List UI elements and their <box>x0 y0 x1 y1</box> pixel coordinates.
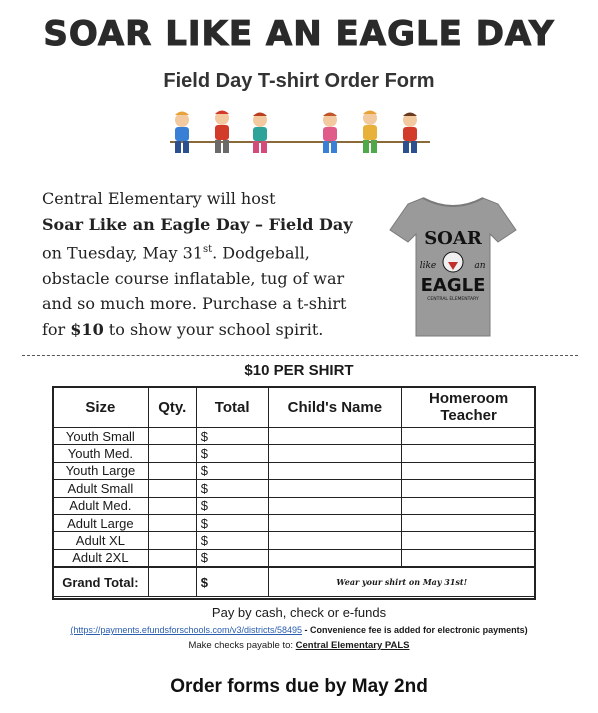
kid-figure <box>175 112 189 154</box>
column-header-total: Total <box>196 387 268 428</box>
grand-total-value: $ <box>196 567 268 597</box>
qty-cell[interactable] <box>148 549 196 567</box>
dashed-divider <box>22 355 578 356</box>
grand-total-label: Grand Total: <box>53 567 149 597</box>
convenience-fee-note: - Convenience fee is added for electronic payments) <box>302 625 528 635</box>
price-banner: $10 PER SHIRT <box>244 362 354 379</box>
intro-line: obstacle course inflatable, tug of war <box>42 268 345 288</box>
child-name-cell[interactable] <box>268 428 402 445</box>
qty-cell[interactable] <box>148 445 196 462</box>
order-table <box>52 386 536 597</box>
homeroom-cell[interactable] <box>402 462 536 479</box>
grand-total-qty-cell[interactable] <box>148 567 196 597</box>
qty-cell[interactable] <box>148 514 196 531</box>
kid-figure <box>323 113 337 154</box>
kid-figure <box>363 111 377 154</box>
page-title: SOAR LIKE AN EAGLE DAY <box>43 14 555 54</box>
table-row: Youth Large $ <box>53 462 536 479</box>
svg-text:EAGLE: EAGLE <box>420 275 486 296</box>
qty-cell[interactable] <box>148 497 196 514</box>
homeroom-cell[interactable] <box>402 532 536 549</box>
child-name-cell[interactable] <box>268 445 402 462</box>
column-header-qty: Qty. <box>148 387 196 428</box>
event-date-line: on Tuesday, May 31st. Dodgeball, <box>42 243 310 263</box>
svg-text:SOAR: SOAR <box>424 228 482 249</box>
event-description <box>42 186 372 342</box>
column-header-homeroom-teacher: Homeroom Teacher <box>402 387 536 428</box>
payee-name: Central Elementary PALS <box>295 640 410 651</box>
child-name-cell[interactable] <box>268 462 402 479</box>
intro-line: and so much more. Purchase a t-shirt <box>42 294 347 314</box>
due-date: Order forms due by May 2nd <box>170 676 428 697</box>
table-row: Youth Small $ <box>53 428 536 445</box>
svg-text:like: like <box>419 261 437 271</box>
table-row: Adult Large $ <box>53 514 536 531</box>
homeroom-cell[interactable] <box>402 549 536 567</box>
child-name-cell[interactable] <box>268 497 402 514</box>
checks-payable-line: Make checks payable to: Central Elementary PALS <box>188 640 410 651</box>
tshirt-image <box>388 190 518 340</box>
qty-cell[interactable] <box>148 532 196 549</box>
payment-methods: Pay by cash, check or e-funds <box>211 605 387 620</box>
column-header-childs-name: Child's Name <box>268 387 402 428</box>
homeroom-cell[interactable] <box>402 480 536 497</box>
homeroom-cell[interactable] <box>402 445 536 462</box>
qty-cell[interactable] <box>148 428 196 445</box>
child-name-cell[interactable] <box>268 514 402 531</box>
qty-cell[interactable] <box>148 480 196 497</box>
efunds-link[interactable]: (https://payments.efundsforschools.com/v3/districts/58495 <box>70 625 303 635</box>
column-header-size: Size <box>53 387 149 428</box>
homeroom-cell[interactable] <box>402 428 536 445</box>
qty-cell[interactable] <box>148 462 196 479</box>
child-name-cell[interactable] <box>268 480 402 497</box>
table-row: Adult Med. $ <box>53 497 536 514</box>
price-line: for $10 to show your school spirit. <box>42 319 324 339</box>
table-row: Adult Small $ <box>53 480 536 497</box>
kid-figure <box>253 113 267 154</box>
homeroom-cell[interactable] <box>402 497 536 514</box>
wear-shirt-note: Wear your shirt on May 31st! <box>268 567 535 597</box>
child-name-cell[interactable] <box>268 549 402 567</box>
intro-line: Central Elementary will host <box>42 189 276 208</box>
child-name-cell[interactable] <box>268 532 402 549</box>
homeroom-cell[interactable] <box>402 514 536 531</box>
table-row: Adult 2XL $ <box>53 549 536 567</box>
table-row: Adult XL $ <box>53 532 536 549</box>
svg-text:CENTRAL ELEMENTARY: CENTRAL ELEMENTARY <box>427 297 479 302</box>
tug-of-war-kids-illustration <box>160 108 440 168</box>
kid-figure <box>215 111 229 154</box>
event-name: Soar Like an Eagle Day – Field Day <box>42 214 353 234</box>
table-row: Youth Med. $ <box>53 445 536 462</box>
grand-total-row <box>53 567 536 597</box>
efunds-line <box>0 625 598 635</box>
svg-text:an: an <box>474 261 486 271</box>
kid-figure <box>403 113 417 154</box>
form-subtitle: Field Day T-shirt Order Form <box>163 70 435 92</box>
